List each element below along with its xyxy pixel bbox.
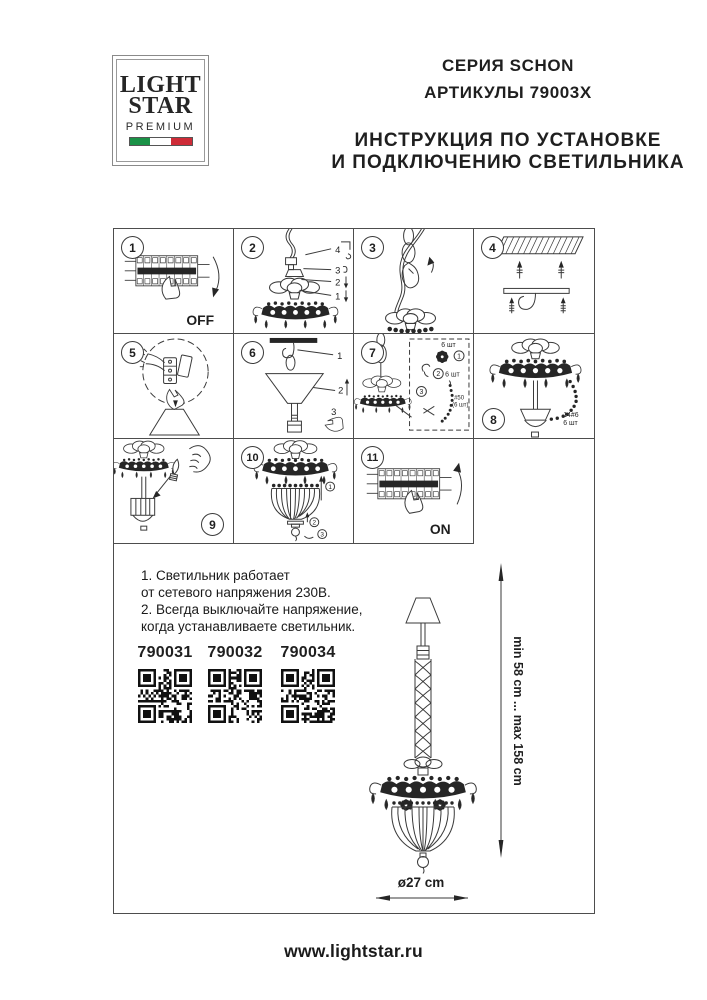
step-6-callout-2: 2 [338, 384, 344, 396]
step-10-circled-3: 3 [320, 531, 325, 539]
product-790032 [204, 644, 266, 723]
step-4-number: 4 [481, 236, 504, 259]
step-2-callout-3: 3 [335, 264, 341, 276]
product-790034 [277, 644, 339, 723]
italian-flag [129, 137, 193, 146]
step-5-panel [114, 334, 234, 439]
step-6-callout-1: 1 [337, 349, 343, 361]
step-10-number: 10 [241, 446, 264, 469]
instruction-title: ИНСТРУКЦИЯ ПО УСТАНОВКЕ И ПОДКЛЮЧЕНИЮ СВЕТИЛЬНИКА [331, 130, 685, 173]
step-9-number: 9 [201, 513, 224, 536]
step-9-panel [114, 439, 234, 544]
product-code-3: 790034 [280, 644, 336, 661]
step-7-circled-2: 2 [436, 371, 441, 379]
height-dimension: min 58 cm ... max 158 cm [511, 636, 525, 786]
note-line-3: 2. Всегда выключайте напряжение, [141, 602, 363, 617]
safety-notes [141, 567, 362, 635]
step-2-number: 2 [241, 236, 264, 259]
step-7-circled-3: 3 [419, 388, 424, 396]
articles-title: АРТИКУЛЫ 79003X [424, 83, 592, 102]
logo-word-star: STAR [128, 93, 193, 119]
lamp-dimension-drawing [368, 553, 533, 913]
step-8-panel [474, 334, 594, 439]
note-line-1: 1. Светильник работает [141, 568, 290, 583]
header-titles [313, 56, 703, 174]
step-2-callout-2: 2 [335, 276, 341, 288]
step-10-circled-2: 2 [312, 519, 317, 527]
step-3-panel [354, 229, 474, 334]
step-11-number: 11 [361, 446, 384, 469]
website-url: www.lightstar.ru [284, 941, 423, 961]
step-5-number: 5 [121, 341, 144, 364]
logo-word-light: LIGHT [119, 72, 202, 98]
step-8-number: 8 [482, 408, 505, 431]
step-7-qty-2: 6 шт [445, 371, 460, 379]
step-10-panel [234, 439, 354, 544]
qr-code-790032 [208, 669, 262, 723]
step-7-qty-3: (6 шт) [452, 402, 469, 409]
step-2-callout-1: 1 [335, 290, 341, 302]
step-7-circled-1: 1 [457, 353, 461, 361]
step-11-panel [354, 439, 474, 544]
qr-code-790034 [281, 669, 335, 723]
step-7-number: 7 [361, 341, 384, 364]
step-8-part: 14#6 [563, 412, 579, 420]
diameter-dimension: ø27 cm [397, 875, 445, 890]
step-6-panel [234, 334, 354, 439]
note-line-4: когда устанавливаете светильник. [141, 619, 356, 634]
step-7-part: #50 [454, 395, 465, 402]
step-8-qty: 6 шт [563, 420, 578, 428]
product-code-2: 790032 [207, 644, 263, 661]
step-4-panel [474, 229, 594, 334]
series-title: СЕРИЯ SCHON [441, 56, 575, 75]
step-1-number: 1 [121, 236, 144, 259]
logo-word-premium: PREMIUM [125, 121, 196, 133]
qr-code-790031 [138, 669, 192, 723]
step-6-number: 6 [241, 341, 264, 364]
product-790031 [134, 644, 196, 723]
step-6-callout-3: 3 [331, 406, 337, 418]
step-10-circled-1: 1 [328, 484, 332, 492]
step-7-panel [354, 334, 474, 439]
step-1-panel [114, 229, 234, 334]
product-code-1: 790031 [137, 644, 193, 661]
note-line-2: от сетевого напряжения 230В. [141, 585, 331, 600]
step-7-qty-top: 6 шт [441, 341, 456, 349]
step-2-panel [234, 229, 354, 334]
step-3-number: 3 [361, 236, 384, 259]
lightstar-logo [112, 55, 209, 166]
step-11-label: ON [429, 521, 451, 538]
step-1-label: OFF [186, 312, 215, 329]
step-2-callout-4: 4 [335, 243, 341, 255]
